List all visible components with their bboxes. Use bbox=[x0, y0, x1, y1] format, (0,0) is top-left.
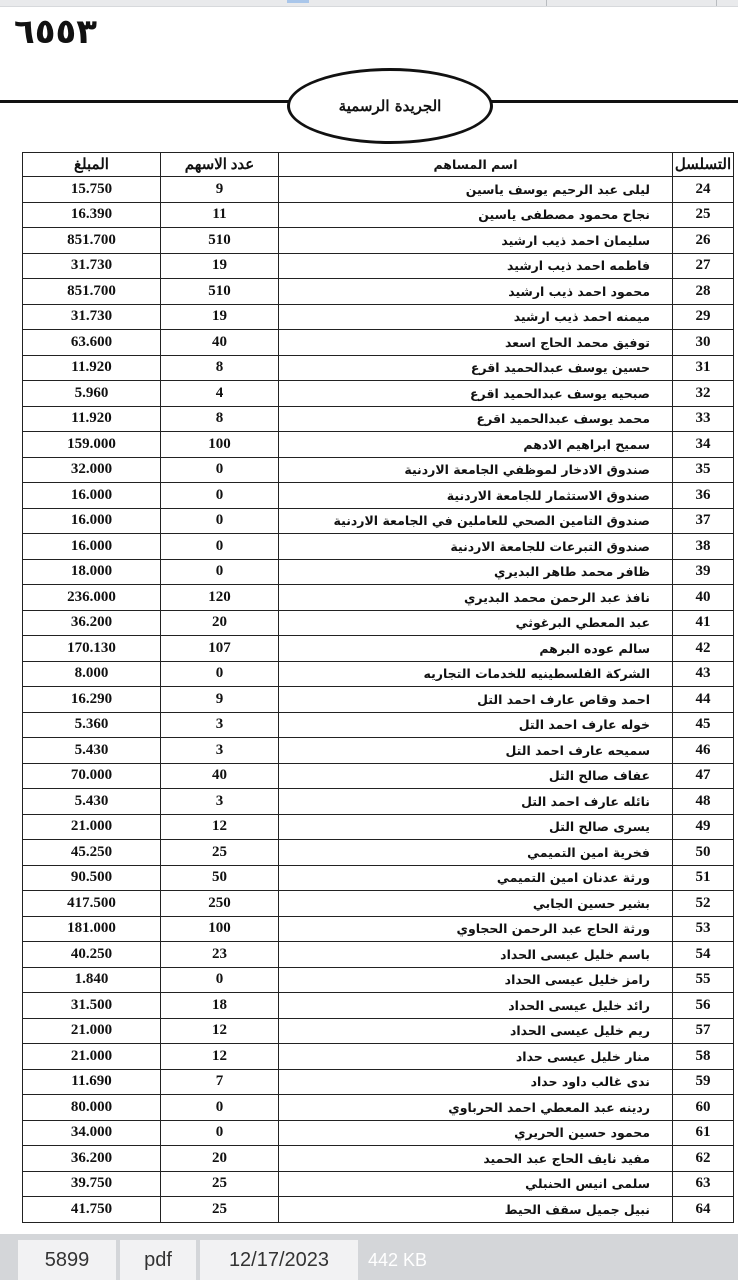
cell-shares: 107 bbox=[161, 636, 279, 662]
cell-shares: 11 bbox=[161, 202, 279, 228]
cell-serial: 32 bbox=[673, 381, 734, 407]
file-size-label: 442 KB bbox=[368, 1249, 428, 1270]
cell-serial: 25 bbox=[673, 202, 734, 228]
table-row bbox=[23, 1146, 734, 1172]
table-row bbox=[23, 1069, 734, 1095]
cell-name: ريم خليل عيسى الحداد bbox=[279, 1018, 673, 1044]
cell-serial: 52 bbox=[673, 891, 734, 917]
table-row bbox=[23, 304, 734, 330]
cell-amount: 32.000 bbox=[23, 457, 161, 483]
viewer-top-strip bbox=[0, 0, 738, 7]
cell-name: رائد خليل عيسى الحداد bbox=[279, 993, 673, 1019]
cell-serial: 26 bbox=[673, 228, 734, 254]
cell-shares: 0 bbox=[161, 661, 279, 687]
table-row bbox=[23, 330, 734, 356]
cell-serial: 29 bbox=[673, 304, 734, 330]
cell-shares: 19 bbox=[161, 304, 279, 330]
cell-serial: 45 bbox=[673, 712, 734, 738]
cell-name: نائله عارف احمد التل bbox=[279, 789, 673, 815]
table-row bbox=[23, 814, 734, 840]
table-row bbox=[23, 432, 734, 458]
table-row bbox=[23, 355, 734, 381]
table-row bbox=[23, 1197, 734, 1223]
cell-serial: 54 bbox=[673, 942, 734, 968]
cell-shares: 12 bbox=[161, 814, 279, 840]
table-row bbox=[23, 712, 734, 738]
cell-serial: 34 bbox=[673, 432, 734, 458]
cell-amount: 41.750 bbox=[23, 1197, 161, 1223]
cell-shares: 25 bbox=[161, 1197, 279, 1223]
cell-shares: 40 bbox=[161, 763, 279, 789]
cell-amount: 16.000 bbox=[23, 534, 161, 560]
cell-serial: 44 bbox=[673, 687, 734, 713]
cell-serial: 63 bbox=[673, 1171, 734, 1197]
table-row bbox=[23, 253, 734, 279]
cell-amount: 11.690 bbox=[23, 1069, 161, 1095]
cell-amount: 5.430 bbox=[23, 738, 161, 764]
cell-shares: 4 bbox=[161, 381, 279, 407]
cell-name: فخرية امين التميمي bbox=[279, 840, 673, 866]
cell-serial: 55 bbox=[673, 967, 734, 993]
cell-amount: 31.730 bbox=[23, 253, 161, 279]
cell-serial: 39 bbox=[673, 559, 734, 585]
cell-name: نبيل جميل سقف الحيط bbox=[279, 1197, 673, 1223]
cell-amount: 16.290 bbox=[23, 687, 161, 713]
cell-name: سميحه عارف احمد التل bbox=[279, 738, 673, 764]
table-row bbox=[23, 865, 734, 891]
cell-shares: 0 bbox=[161, 534, 279, 560]
table-row bbox=[23, 381, 734, 407]
cell-serial: 53 bbox=[673, 916, 734, 942]
cell-name: سميح ابراهيم الادهم bbox=[279, 432, 673, 458]
cell-serial: 46 bbox=[673, 738, 734, 764]
cell-serial: 28 bbox=[673, 279, 734, 305]
cell-serial: 40 bbox=[673, 585, 734, 611]
cell-serial: 64 bbox=[673, 1197, 734, 1223]
cell-serial: 48 bbox=[673, 789, 734, 815]
cell-name: مفيد نايف الحاج عبد الحميد bbox=[279, 1146, 673, 1172]
cell-shares: 100 bbox=[161, 432, 279, 458]
cell-amount: 236.000 bbox=[23, 585, 161, 611]
cell-name: محمود حسين الحريري bbox=[279, 1120, 673, 1146]
cell-amount: 851.700 bbox=[23, 279, 161, 305]
cell-serial: 58 bbox=[673, 1044, 734, 1070]
cell-name: نجاح محمود مصطفى ياسين bbox=[279, 202, 673, 228]
cell-name: عفاف صالح التل bbox=[279, 763, 673, 789]
cell-shares: 18 bbox=[161, 993, 279, 1019]
table-row bbox=[23, 585, 734, 611]
cell-name: ورثة الحاج عبد الرحمن الحجاوي bbox=[279, 916, 673, 942]
cell-name: خوله عارف احمد التل bbox=[279, 712, 673, 738]
cell-name: محمد يوسف عبدالحميد اقرع bbox=[279, 406, 673, 432]
cell-name: سلمى انيس الحنبلي bbox=[279, 1171, 673, 1197]
cell-name: فاطمه احمد ذيب ارشيد bbox=[279, 253, 673, 279]
cell-shares: 50 bbox=[161, 865, 279, 891]
table-row bbox=[23, 457, 734, 483]
strip-divider bbox=[716, 0, 717, 6]
cell-amount: 36.200 bbox=[23, 610, 161, 636]
strip-divider bbox=[546, 0, 547, 6]
table-row bbox=[23, 508, 734, 534]
cell-amount: 1.840 bbox=[23, 967, 161, 993]
cell-shares: 120 bbox=[161, 585, 279, 611]
table-row bbox=[23, 534, 734, 560]
cell-serial: 35 bbox=[673, 457, 734, 483]
cell-name: يسرى صالح التل bbox=[279, 814, 673, 840]
cell-amount: 8.000 bbox=[23, 661, 161, 687]
cell-name: صندوق الادخار لموظفي الجامعة الاردنية bbox=[279, 457, 673, 483]
cell-shares: 12 bbox=[161, 1044, 279, 1070]
cell-amount: 851.700 bbox=[23, 228, 161, 254]
cell-name: صبحيه يوسف عبدالحميد اقرع bbox=[279, 381, 673, 407]
table-row bbox=[23, 1095, 734, 1121]
file-info-bar bbox=[0, 1234, 738, 1280]
cell-name: حسين يوسف عبدالحميد اقرع bbox=[279, 355, 673, 381]
cell-name: ورثة عدنان امين التميمي bbox=[279, 865, 673, 891]
cell-amount: 15.750 bbox=[23, 177, 161, 203]
cell-shares: 40 bbox=[161, 330, 279, 356]
cell-shares: 0 bbox=[161, 457, 279, 483]
table-row bbox=[23, 916, 734, 942]
cell-amount: 16.000 bbox=[23, 483, 161, 509]
cell-name: الشركة الفلسطينيه للخدمات التجاريه bbox=[279, 661, 673, 687]
table-row bbox=[23, 559, 734, 585]
table-row bbox=[23, 228, 734, 254]
cell-serial: 33 bbox=[673, 406, 734, 432]
cell-amount: 11.920 bbox=[23, 355, 161, 381]
cell-amount: 417.500 bbox=[23, 891, 161, 917]
cell-name: رامز خليل عيسى الحداد bbox=[279, 967, 673, 993]
cell-serial: 41 bbox=[673, 610, 734, 636]
cell-amount: 45.250 bbox=[23, 840, 161, 866]
cell-amount: 90.500 bbox=[23, 865, 161, 891]
cell-shares: 0 bbox=[161, 1095, 279, 1121]
cell-name: ظافر محمد طاهر البديري bbox=[279, 559, 673, 585]
cell-amount: 5.430 bbox=[23, 789, 161, 815]
cell-amount: 159.000 bbox=[23, 432, 161, 458]
file-date-chip[interactable]: 12/17/2023 bbox=[200, 1240, 358, 1280]
cell-name: احمد وقاص عارف احمد التل bbox=[279, 687, 673, 713]
table-row bbox=[23, 279, 734, 305]
cell-shares: 12 bbox=[161, 1018, 279, 1044]
cell-serial: 56 bbox=[673, 993, 734, 1019]
table-row bbox=[23, 202, 734, 228]
file-id-chip[interactable]: 5899 bbox=[18, 1240, 116, 1280]
table-row bbox=[23, 177, 734, 203]
file-type-chip[interactable]: pdf bbox=[120, 1240, 196, 1280]
cell-serial: 59 bbox=[673, 1069, 734, 1095]
cell-shares: 25 bbox=[161, 1171, 279, 1197]
cell-shares: 9 bbox=[161, 687, 279, 713]
cell-name: بشير حسين الجابي bbox=[279, 891, 673, 917]
table-row bbox=[23, 993, 734, 1019]
cell-shares: 0 bbox=[161, 967, 279, 993]
page-number: ٦٥٥٣ bbox=[14, 12, 98, 52]
table-row bbox=[23, 1044, 734, 1070]
shareholders-table bbox=[22, 152, 734, 1223]
cell-name: صندوق التبرعات للجامعة الاردنية bbox=[279, 534, 673, 560]
cell-name: ندى غالب داود حداد bbox=[279, 1069, 673, 1095]
cell-amount: 36.200 bbox=[23, 1146, 161, 1172]
cell-name: صندوق التامين الصحي للعاملين في الجامعة الاردنية bbox=[279, 508, 673, 534]
table-row bbox=[23, 967, 734, 993]
cell-shares: 20 bbox=[161, 610, 279, 636]
cell-shares: 510 bbox=[161, 228, 279, 254]
scroll-indicator bbox=[287, 0, 309, 3]
cell-name: توفيق محمد الحاج اسعد bbox=[279, 330, 673, 356]
header-serial: التسلسل bbox=[673, 153, 734, 177]
table-row bbox=[23, 687, 734, 713]
cell-name: سليمان احمد ذيب ارشيد bbox=[279, 228, 673, 254]
cell-name: صندوق الاستثمار للجامعة الاردنية bbox=[279, 483, 673, 509]
cell-serial: 43 bbox=[673, 661, 734, 687]
cell-serial: 62 bbox=[673, 1146, 734, 1172]
table-header-row bbox=[23, 153, 734, 177]
cell-serial: 37 bbox=[673, 508, 734, 534]
cell-amount: 21.000 bbox=[23, 814, 161, 840]
cell-amount: 21.000 bbox=[23, 1018, 161, 1044]
cell-shares: 7 bbox=[161, 1069, 279, 1095]
gazette-title: الجريدة الرسمية bbox=[338, 97, 442, 115]
header-amount: المبلغ bbox=[23, 153, 161, 177]
header-shares: عدد الاسهم bbox=[161, 153, 279, 177]
cell-serial: 57 bbox=[673, 1018, 734, 1044]
cell-serial: 31 bbox=[673, 355, 734, 381]
cell-name: باسم خليل عيسى الحداد bbox=[279, 942, 673, 968]
cell-shares: 0 bbox=[161, 508, 279, 534]
cell-amount: 16.390 bbox=[23, 202, 161, 228]
cell-shares: 25 bbox=[161, 840, 279, 866]
table-body bbox=[23, 177, 734, 1223]
cell-serial: 49 bbox=[673, 814, 734, 840]
cell-shares: 250 bbox=[161, 891, 279, 917]
cell-amount: 18.000 bbox=[23, 559, 161, 585]
cell-shares: 3 bbox=[161, 738, 279, 764]
table-row bbox=[23, 483, 734, 509]
cell-shares: 8 bbox=[161, 406, 279, 432]
cell-shares: 23 bbox=[161, 942, 279, 968]
cell-amount: 11.920 bbox=[23, 406, 161, 432]
table-row bbox=[23, 789, 734, 815]
cell-shares: 0 bbox=[161, 1120, 279, 1146]
cell-serial: 30 bbox=[673, 330, 734, 356]
table-row bbox=[23, 891, 734, 917]
cell-name: ميمنه احمد ذيب ارشيد bbox=[279, 304, 673, 330]
cell-shares: 8 bbox=[161, 355, 279, 381]
cell-shares: 510 bbox=[161, 279, 279, 305]
table-row bbox=[23, 636, 734, 662]
cell-serial: 38 bbox=[673, 534, 734, 560]
cell-amount: 39.750 bbox=[23, 1171, 161, 1197]
cell-shares: 19 bbox=[161, 253, 279, 279]
cell-shares: 3 bbox=[161, 712, 279, 738]
header-name: اسم المساهم bbox=[279, 153, 673, 177]
cell-name: منار خليل عيسى حداد bbox=[279, 1044, 673, 1070]
cell-name: محمود احمد ذيب ارشيد bbox=[279, 279, 673, 305]
cell-name: ردينه عبد المعطي احمد الحرباوي bbox=[279, 1095, 673, 1121]
cell-amount: 170.130 bbox=[23, 636, 161, 662]
cell-serial: 60 bbox=[673, 1095, 734, 1121]
cell-serial: 27 bbox=[673, 253, 734, 279]
cell-amount: 5.960 bbox=[23, 381, 161, 407]
cell-shares: 0 bbox=[161, 483, 279, 509]
gazette-title-oval bbox=[287, 68, 493, 144]
cell-amount: 63.600 bbox=[23, 330, 161, 356]
table-row bbox=[23, 610, 734, 636]
cell-serial: 47 bbox=[673, 763, 734, 789]
table-row bbox=[23, 840, 734, 866]
cell-shares: 0 bbox=[161, 559, 279, 585]
table-row bbox=[23, 1120, 734, 1146]
cell-shares: 9 bbox=[161, 177, 279, 203]
cell-amount: 21.000 bbox=[23, 1044, 161, 1070]
table-row bbox=[23, 406, 734, 432]
cell-serial: 36 bbox=[673, 483, 734, 509]
cell-amount: 5.360 bbox=[23, 712, 161, 738]
cell-amount: 31.500 bbox=[23, 993, 161, 1019]
cell-amount: 31.730 bbox=[23, 304, 161, 330]
cell-name: سالم عوده البرهم bbox=[279, 636, 673, 662]
cell-amount: 16.000 bbox=[23, 508, 161, 534]
table-row bbox=[23, 738, 734, 764]
table-row bbox=[23, 942, 734, 968]
cell-amount: 80.000 bbox=[23, 1095, 161, 1121]
table-row bbox=[23, 1018, 734, 1044]
cell-amount: 40.250 bbox=[23, 942, 161, 968]
cell-serial: 51 bbox=[673, 865, 734, 891]
cell-shares: 100 bbox=[161, 916, 279, 942]
cell-shares: 20 bbox=[161, 1146, 279, 1172]
cell-serial: 42 bbox=[673, 636, 734, 662]
table-row bbox=[23, 661, 734, 687]
shareholders-table-wrap bbox=[22, 152, 734, 1223]
cell-shares: 3 bbox=[161, 789, 279, 815]
table-row bbox=[23, 763, 734, 789]
cell-name: ليلى عبد الرحيم يوسف ياسين bbox=[279, 177, 673, 203]
cell-amount: 181.000 bbox=[23, 916, 161, 942]
cell-amount: 34.000 bbox=[23, 1120, 161, 1146]
cell-name: عبد المعطي البرغوثي bbox=[279, 610, 673, 636]
cell-serial: 50 bbox=[673, 840, 734, 866]
cell-name: نافذ عبد الرحمن محمد البديري bbox=[279, 585, 673, 611]
table-row bbox=[23, 1171, 734, 1197]
cell-serial: 61 bbox=[673, 1120, 734, 1146]
cell-serial: 24 bbox=[673, 177, 734, 203]
cell-amount: 70.000 bbox=[23, 763, 161, 789]
